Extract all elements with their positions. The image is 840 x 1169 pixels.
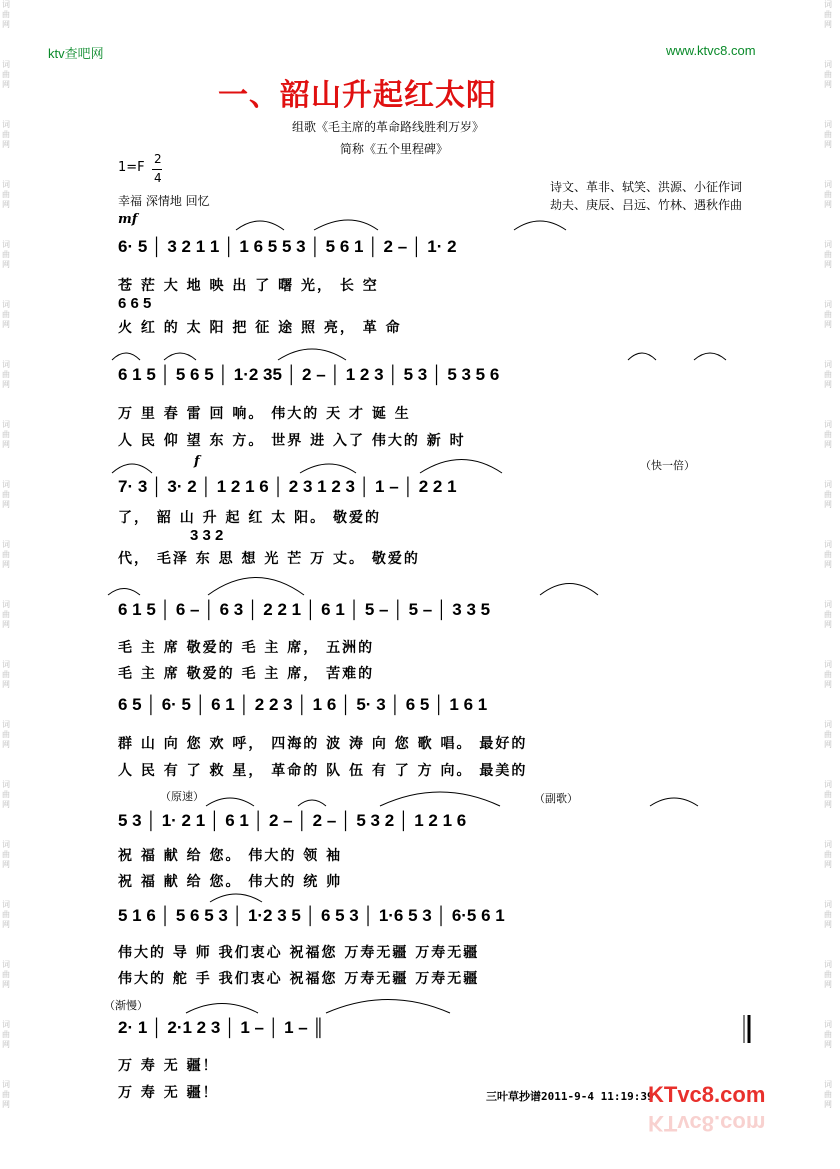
alt-notes-row-1: 6 6 5 (118, 295, 152, 312)
lyric-row-1-verse-1: 苍 茫 大 地 映 出 了 曙 光， 长 空 (118, 278, 379, 294)
slur (112, 353, 140, 360)
site-url-right[interactable]: www.ktvc8.com (666, 43, 756, 58)
slur (108, 589, 140, 596)
notation-row-7: 5 1 6 │ 5 6 5 3 │ 1·2 3 5 │ 6 5 3 │ 1·6 5 3 │ 6·5 6 1 (118, 906, 505, 925)
key-signature: 1=F (118, 160, 145, 175)
notation-row-5: 6 5 │ 6· 5 │ 6 1 │ 2 2 3 │ 1 6 │ 5· 3 │ 6 5 │ 1 6 1 (118, 695, 488, 714)
lyric-row-7-verse-1: 伟大的 导 师 我们衷心 祝福您 万寿无疆 万寿无疆 (118, 945, 480, 961)
lyric-row-6-verse-2: 祝 福 献 给 您。 伟大的 统 帅 (118, 874, 343, 890)
subtitle-alias: 简称《五个里程碑》 (340, 142, 449, 156)
slur (206, 798, 254, 806)
lyric-row-1-verse-2: 火 红 的 太 阳 把 征 途 照 亮， 革 命 (118, 320, 402, 336)
slur (420, 460, 502, 474)
meter-bottom: 4 (154, 171, 162, 185)
site-name-left[interactable]: ktv查吧网 (48, 46, 104, 61)
notation-row-8: 2· 1 │ 2·1 2 3 │ 1 – │ 1 – ║ (118, 1018, 325, 1037)
slur (326, 1000, 450, 1014)
watermark-reflection: KTvc8.com (648, 1111, 766, 1136)
lyric-row-3-verse-2: 代， 毛泽 东 思 想 光 芒 万 丈。 敬爱的 (118, 551, 420, 567)
footer-transcriber: 三叶草抄谱2011-9-4 11:19:39 (486, 1090, 654, 1103)
slur (186, 1004, 258, 1014)
song-title: 一、韶山升起红太阳 (218, 78, 497, 113)
mark-jianman: （渐慢） (104, 999, 148, 1012)
slur (300, 464, 356, 473)
notation-row-6: 5 3 │ 1· 2 1 │ 6 1 │ 2 – │ 2 – │ 5 3 2 │ 1 2 1 6 (118, 811, 467, 830)
lyric-row-5-verse-1: 群 山 向 您 欢 呼， 四海的 波 涛 向 您 歌 唱。 最好的 (118, 736, 528, 752)
lyric-row-8-verse-2: 万 寿 无 疆！ (118, 1085, 219, 1101)
mark-kuai: （快一倍） (640, 459, 695, 472)
lyric-row-5-verse-2: 人 民 有 了 救 星， 革命的 队 伍 有 了 方 向。 最美的 (118, 763, 528, 779)
lyric-row-4-verse-1: 毛 主 席 敬爱的 毛 主 席， 五洲的 (118, 640, 375, 656)
notation-row-4: 6 1 5 │ 6 – │ 6 3 │ 2 2 1 │ 6 1 │ 5 – │ 5 – │ 3 3 5 (118, 600, 491, 619)
mark-yuansu: （原速） (160, 790, 204, 803)
slur (298, 800, 326, 806)
subtitle-suite: 组歌《毛主席的革命路线胜利万岁》 (292, 120, 485, 134)
meter-top: 2 (154, 152, 162, 166)
slur (314, 220, 378, 230)
dynamic-mf: mf (118, 212, 138, 227)
lyric-row-7-verse-2: 伟大的 舵 手 我们衷心 祝福您 万寿无疆 万寿无疆 (118, 971, 480, 987)
slur (236, 221, 284, 230)
left-side-watermark: 词曲网 词曲网 词曲网 词曲网 词曲网 词曲网 词曲网 词曲网 词曲网 词曲网 词曲网 词曲网 词曲网 词曲网 词曲网 词曲网 词曲网 词曲网 词曲网 (2, 0, 10, 1109)
slur (514, 221, 566, 230)
lyric-row-8-verse-1: 万 寿 无 疆！ (118, 1058, 219, 1074)
expression-mood: 幸福 深情地 回忆 (118, 194, 210, 208)
lyricist-credit: 诗文、革非、轼笑、洪源、小征作词 (549, 180, 742, 194)
lyric-row-2-verse-1: 万 里 春 雷 回 响。 伟大的 天 才 诞 生 (118, 406, 411, 422)
notation-row-3: 7· 3 │ 3· 2 │ 1 2 1 6 │ 2 3 1 2 3 │ 1 – │ 2 2 1 (118, 477, 457, 496)
lyric-row-6-verse-1: 祝 福 献 给 您。 伟大的 领 袖 (118, 848, 343, 864)
right-side-watermark: 词曲网 词曲网 词曲网 词曲网 词曲网 词曲网 词曲网 词曲网 词曲网 词曲网 词曲网 词曲网 词曲网 词曲网 词曲网 词曲网 词曲网 词曲网 词曲网 (824, 0, 832, 1109)
slur (650, 798, 698, 806)
slur (208, 578, 304, 596)
composer-credit: 劫夫、庚辰、吕远、竹林、遇秋作曲 (549, 198, 742, 212)
dynamic-f: f (194, 454, 200, 469)
slur (628, 353, 656, 360)
slur (164, 353, 196, 360)
slur (694, 353, 726, 360)
slur (540, 584, 598, 596)
notation-row-1: 6· 5 │ 3 2 1 1 │ 1 6 5 5 3 │ 5 6 1 │ 2 – │ 1· 2 (118, 237, 457, 256)
watermark-logo: KTvc8.com (648, 1082, 766, 1107)
notation-row-2: 6 1 5 │ 5 6 5 │ 1·2 35 │ 2 – │ 1 2 3 │ 5 3 │ 5 3 5 6 (118, 365, 500, 384)
lyric-row-3-verse-1: 了， 韶 山 升 起 红 太 阳。 敬爱的 (118, 510, 381, 526)
alt-notes-row-3: 3 3 2 (190, 527, 224, 544)
slur (278, 349, 346, 360)
lyric-row-2-verse-2: 人 民 仰 望 东 方。 世界 进 入了 伟大的 新 时 (118, 433, 466, 449)
slur (112, 464, 152, 473)
slur (210, 894, 262, 902)
mark-fuge: （副歌） (534, 792, 578, 805)
slur (380, 792, 500, 806)
lyric-row-4-verse-2: 毛 主 席 敬爱的 毛 主 席， 苦难的 (118, 666, 375, 682)
